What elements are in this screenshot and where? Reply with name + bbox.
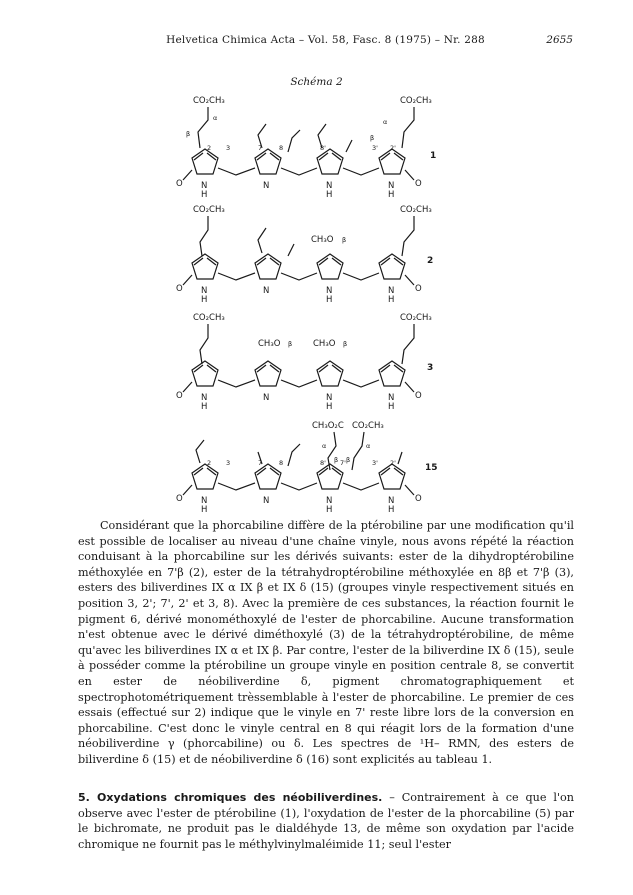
ester-label-right: CO₂CH₃ xyxy=(400,205,432,215)
beta-label: β xyxy=(370,134,375,142)
compound-15 xyxy=(176,421,438,515)
compound-number: 1 xyxy=(430,151,437,161)
ester-label: CH₃O₂C xyxy=(312,421,344,431)
h-label: H xyxy=(388,295,395,305)
oxygen-atom: O xyxy=(415,179,422,189)
h-label: H xyxy=(388,190,395,200)
oxygen-atom: O xyxy=(415,391,422,401)
ester-label-left: CO₂CH₃ xyxy=(193,205,225,215)
ester-label-left: CO₂CH₃ xyxy=(193,96,225,106)
n-label: N xyxy=(263,286,270,296)
beta-label: β xyxy=(288,340,293,348)
h-label: H xyxy=(201,505,208,515)
position-label: 8 xyxy=(279,144,284,152)
h-label: H xyxy=(326,190,333,200)
ester-label-right: CO₂CH₃ xyxy=(400,96,432,106)
h-label: H xyxy=(326,505,333,515)
oxygen-atom: O xyxy=(176,494,183,504)
beta-label: β xyxy=(343,340,348,348)
oxygen-atom: O xyxy=(176,391,183,401)
scheme-title: Schéma 2 xyxy=(290,76,343,88)
oxygen-atom: O xyxy=(415,284,422,294)
section-title: 5. Oxydations chromiques des néobiliverdines. xyxy=(78,791,383,804)
ester-label: CO₂CH₃ xyxy=(352,421,384,431)
methoxy-label: CH₃O xyxy=(258,339,281,349)
beta-label: β xyxy=(346,456,351,464)
h-label: H xyxy=(201,402,208,412)
nh-label: N xyxy=(388,393,395,403)
position-label: 3' xyxy=(372,144,378,152)
n-label: N xyxy=(263,393,270,403)
alpha-label: α xyxy=(322,442,327,450)
position-label: 2' xyxy=(390,144,396,152)
position-label: 7' xyxy=(340,459,346,467)
compound-3 xyxy=(176,313,433,412)
nh-label: N xyxy=(201,286,208,296)
beta-label: β xyxy=(186,130,191,138)
h-label: H xyxy=(326,402,333,412)
oxygen-atom: O xyxy=(415,494,422,504)
journal-citation: Helvetica Chimica Acta – Vol. 58, Fasc. 8 (1975) – Nr. 288 xyxy=(166,34,485,46)
oxygen-atom: O xyxy=(176,179,183,189)
nh-label: N xyxy=(326,496,333,506)
body-paragraph: Considérant que la phorcabiline diffère de la ptérobiline par une modification qu'il est possible de localiser au niveau d'une chaîne vinyle, nous avons répété la réaction conduisant à la phorcabiline sur les dérivés suivants: ester de la dihydroptérobiline méthoxylée en 7'β (2), ester de la tétrahydroptérobiline méthoxylée en 8β et 7'β (3), esters des biliverdines IX α IX β et IX δ (15) (groupes vinyle respectivement situés en position 3, 2'; 7', 2' et 3, 8). Avec la première de ces substances, la réaction fournit le pigment 6, dérivé monométhoxylé de l'ester de phorcabiline. Aucune transformation n'est obtenue avec le dérivé diméthoxylé (3) de la tétrahydroptérobiline, de même qu'avec les biliverdines IX α et IX β. Par contre, l'ester de la biliverdine IX δ (15), seule à posséder comme la ptérobiline un groupe vinyle en position centrale 8, se convertit en ester de néobiliverdine δ, pigment chromatographiquement et spectrophotométriquement trèssemblable à l'ester de phorcabiline. Le premier de ces essais (effectué sur 2) indique que le vinyle en 7' reste libre lors de la conversion en phorcabiline. C'est donc le vinyle central en 8 qui réagit lors de la formation d'une néobiliverdine γ (phorcabiline) ou δ. Les spectres de ¹H– RMN, des esters de biliverdine δ (15) et de néobiliverdine δ (16) sont explicités au tableau 1. xyxy=(78,519,574,766)
position-label: 8 xyxy=(279,459,284,467)
beta-label: β xyxy=(334,456,339,464)
position-label: 2' xyxy=(390,459,396,467)
alpha-label: α xyxy=(383,118,388,126)
page-number: 2655 xyxy=(546,34,573,46)
compound-1 xyxy=(176,96,436,200)
position-label: 3 xyxy=(226,459,231,467)
section-body: – Contrairement à ce que l'on observe avec l'ester de ptérobiline (1), l'oxydation de l'ester de la phorcabiline (5) par le bichromate, ne produit pas le dialdéhyde 13, de même son oxydation par l'acide chromique ne fournit pas le méthylvinylmaléimide 11; seul l'ester xyxy=(78,791,574,851)
oxygen-atom: O xyxy=(176,284,183,294)
h-label: H xyxy=(201,295,208,305)
alpha-label: α xyxy=(366,442,371,450)
nh-label: N xyxy=(326,393,333,403)
h-label: H xyxy=(388,505,395,515)
compound-number: 2 xyxy=(427,256,434,266)
compound-2 xyxy=(176,205,433,305)
n-label: N xyxy=(263,496,270,506)
h-label: H xyxy=(201,190,208,200)
nh-label: N xyxy=(388,181,395,191)
ester-label-right: CO₂CH₃ xyxy=(400,313,432,323)
position-label: 2 xyxy=(207,459,212,467)
beta-label: β xyxy=(342,236,347,244)
position-label: 2 xyxy=(207,144,212,152)
methoxy-label: CH₃O xyxy=(313,339,336,349)
position-label: 3' xyxy=(372,459,378,467)
nh-label: N xyxy=(201,181,208,191)
position-label: 3 xyxy=(226,144,231,152)
h-label: H xyxy=(388,402,395,412)
methoxy-label: CH₃O xyxy=(311,235,334,245)
ester-label-left: CO₂CH₃ xyxy=(193,313,225,323)
nh-label: N xyxy=(326,286,333,296)
nh-label: N xyxy=(326,181,333,191)
nh-label: N xyxy=(201,496,208,506)
compound-number: 3 xyxy=(427,363,434,373)
position-label: 7 xyxy=(258,144,263,152)
section-paragraph xyxy=(78,790,574,852)
n-label: N xyxy=(263,181,270,191)
alpha-label: α xyxy=(213,114,218,122)
nh-label: N xyxy=(388,496,395,506)
compound-number: 15 xyxy=(425,463,438,473)
nh-label: N xyxy=(388,286,395,296)
nh-label: N xyxy=(201,393,208,403)
h-label: H xyxy=(326,295,333,305)
position-label: 8' xyxy=(320,144,326,152)
position-label: 8' xyxy=(320,459,326,467)
position-label: 7 xyxy=(258,459,263,467)
